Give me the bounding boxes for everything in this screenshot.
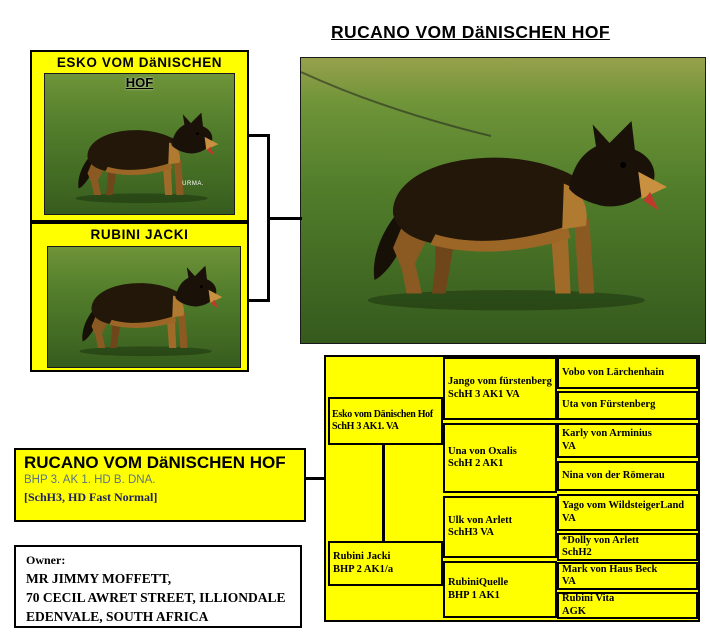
pedigree-cell bbox=[443, 357, 557, 420]
pedigree-cell bbox=[557, 494, 698, 531]
connector-line bbox=[382, 445, 385, 541]
dam-card-title: RUBINI JACKI bbox=[90, 227, 189, 242]
sire-card bbox=[30, 50, 249, 222]
dog-titles: SchH 2 AK1 bbox=[448, 458, 504, 469]
dog-titles: BHP 2 AK1/a bbox=[333, 563, 394, 575]
dog-name: Rubini Jacki bbox=[333, 551, 391, 563]
pedigree-cell-sire bbox=[328, 397, 443, 445]
dog-titles: AGK bbox=[562, 605, 586, 617]
dam-card bbox=[30, 222, 249, 372]
dog-name: Uta von Fürstenberg bbox=[562, 399, 656, 411]
dog-name: Ulk von Arlett bbox=[448, 514, 513, 526]
dog-name: Una von Oxalis bbox=[448, 445, 517, 457]
connector-line bbox=[304, 477, 326, 480]
german-shepherd-illustration bbox=[55, 260, 233, 365]
dog-titles: VA bbox=[562, 440, 576, 452]
pedigree-cell-dam bbox=[328, 541, 443, 586]
owner-card bbox=[14, 545, 302, 628]
pedigree-cell bbox=[557, 461, 698, 491]
connector-line bbox=[267, 217, 302, 220]
german-shepherd-illustration bbox=[51, 107, 229, 212]
connector-line bbox=[247, 299, 270, 302]
subject-titles: [SchH3, HD Fast Normal] bbox=[24, 490, 158, 504]
dog-name: Esko vom Dänischen Hof bbox=[332, 409, 433, 421]
subject-name: RUCANO VOM DäNISCHEN HOF bbox=[24, 453, 286, 472]
dog-name: Vobo von Lärchenhain bbox=[562, 366, 665, 378]
subject-registration: BHP 3. AK 1. HD B. DNA. bbox=[24, 474, 156, 486]
dog-name: Mark von Haus Beck bbox=[562, 563, 658, 575]
dog-name: Nina von der Römerau bbox=[562, 469, 665, 481]
owner-label: Owner: bbox=[26, 553, 66, 567]
german-shepherd-illustration bbox=[317, 109, 689, 329]
pedigree-cell bbox=[557, 562, 698, 590]
subject-photo bbox=[300, 57, 706, 344]
pedigree-cell bbox=[557, 423, 698, 458]
dog-titles: VA bbox=[562, 512, 576, 524]
owner-name: MR JIMMY MOFFETT, bbox=[26, 571, 172, 586]
dog-titles: SchH3 VA bbox=[448, 527, 495, 538]
dog-titles: BHP 1 AK1 bbox=[448, 589, 500, 601]
photo-watermark: URMA. bbox=[182, 181, 204, 187]
pedigree-cell bbox=[443, 496, 557, 558]
pedigree-cell bbox=[443, 423, 557, 493]
dog-name: Rubini Vita bbox=[562, 593, 615, 605]
subject-info-card bbox=[14, 448, 306, 522]
dog-name: Yago vom WildsteigerLand bbox=[562, 500, 685, 512]
pedigree-cell bbox=[557, 357, 698, 389]
dog-name: RubiniQuelle bbox=[448, 577, 509, 589]
dog-name: Jango vom fürstenberg bbox=[448, 376, 552, 388]
sire-card-title: ESKO VOM DäNISCHEN bbox=[56, 55, 223, 70]
sire-photo bbox=[44, 73, 235, 215]
pedigree-cell bbox=[443, 561, 557, 618]
dog-titles: SchH 3 AK1. VA bbox=[332, 421, 399, 432]
dog-name: Karly von Arminius bbox=[562, 428, 652, 440]
page-title: RUCANO VOM DäNISCHEN HOF bbox=[331, 22, 610, 42]
owner-street: 70 CECIL AWRET STREET, ILLIONDALE bbox=[26, 590, 286, 605]
sire-card-subtitle: HOF bbox=[125, 75, 154, 90]
dog-titles: SchH2 bbox=[562, 547, 592, 558]
dam-photo bbox=[47, 246, 241, 368]
dog-titles: VA bbox=[562, 576, 576, 587]
pedigree-cell bbox=[557, 391, 698, 420]
owner-city: EDENVALE, SOUTH AFRICA bbox=[26, 609, 209, 624]
pedigree-cell bbox=[557, 533, 698, 561]
pedigree-cell bbox=[557, 592, 698, 619]
dog-titles: SchH 3 AK1 VA bbox=[448, 388, 520, 400]
dog-name: *Dolly von Arlett bbox=[562, 534, 639, 546]
